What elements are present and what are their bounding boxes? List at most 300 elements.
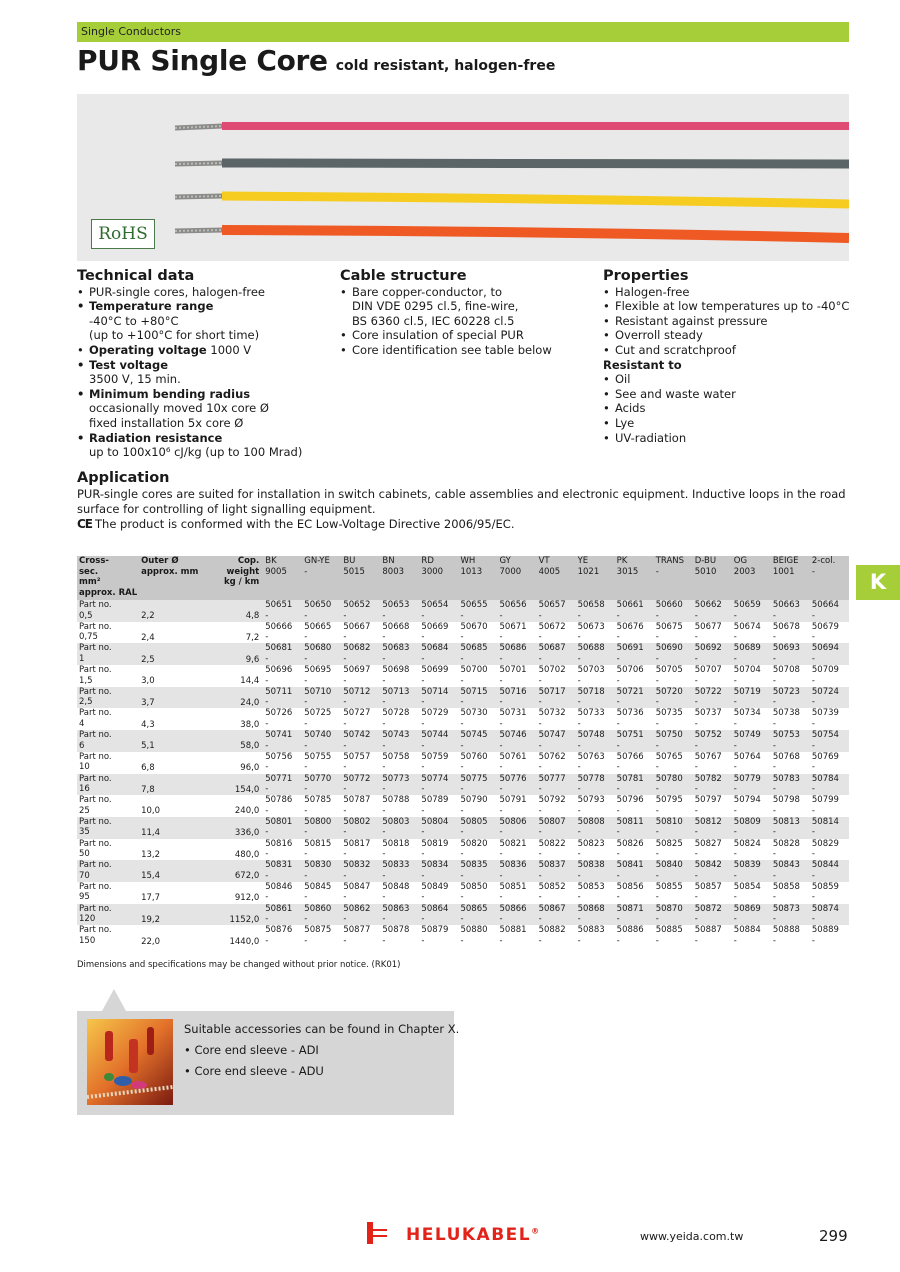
- part-number-cell: 50882 -: [538, 925, 566, 946]
- resistant-item: • UV-radiation: [603, 431, 849, 446]
- property-item: • Cut and scratchproof: [603, 343, 849, 358]
- part-number-cell: 50692 -: [694, 643, 722, 664]
- part-number-cell: 50795 -: [655, 795, 683, 816]
- part-number-table: [77, 556, 849, 947]
- tech-item: • Test voltage: [77, 358, 302, 373]
- part-number-cell: 50840 -: [655, 860, 683, 881]
- table-row: [77, 817, 849, 839]
- copper-weight-cell: 9,6: [245, 654, 260, 665]
- resistant-heading: Resistant to: [603, 357, 682, 372]
- part-number-cell: 50876 -: [265, 925, 293, 946]
- part-number-cell: 50703 -: [577, 665, 605, 686]
- part-number-cell: 50851 -: [499, 881, 527, 903]
- application-text: PUR-single cores are suited for installation in switch cabinets, cable assemblies and electronic equipment. Inductive loops in the road surface for controlling of light signalling equipment.: [77, 487, 846, 516]
- table-row: [77, 795, 849, 817]
- page-number: 299: [819, 1227, 848, 1245]
- outer-diameter-cell: 5,1: [141, 741, 155, 752]
- part-number-cell: 50884 -: [733, 925, 761, 946]
- cable-structure-section: [340, 269, 552, 358]
- outer-diameter-cell: 2,5: [141, 654, 155, 665]
- part-number-cell: 50716 -: [499, 686, 527, 708]
- table-row: [77, 882, 849, 904]
- part-number-cell: 50743 -: [382, 730, 410, 751]
- part-number-cell: 50761 -: [499, 751, 527, 773]
- part-number-cell: 50651 -: [265, 600, 293, 621]
- part-number-cell: 50650 -: [304, 600, 332, 621]
- part-number-cell: 50842 -: [694, 860, 722, 881]
- cross-section-cell: Part no. 35: [79, 816, 112, 838]
- part-number-cell: 50747 -: [538, 730, 566, 751]
- part-number-cell: 50752 -: [694, 730, 722, 751]
- part-number-cell: 50888 -: [772, 925, 800, 946]
- part-number-cell: 50877 -: [343, 925, 371, 946]
- copper-weight-cell: 24,0: [240, 697, 260, 708]
- part-number-cell: 50819 -: [421, 838, 449, 860]
- cross-section-cell: Part no. 16: [79, 773, 112, 794]
- property-item: • Overroll steady: [603, 328, 849, 343]
- part-number-cell: 50702 -: [538, 665, 566, 686]
- part-number-cell: 50836 -: [499, 860, 527, 881]
- cross-section-cell: Part no. 70: [79, 860, 112, 881]
- part-number-cell: 50654 -: [421, 600, 449, 621]
- part-number-cell: 50782 -: [694, 773, 722, 794]
- part-number-cell: 50789 -: [421, 795, 449, 816]
- part-number-cell: 50797 -: [694, 795, 722, 816]
- header-color-13: BEIGE 1001: [772, 556, 799, 577]
- part-number-cell: 50740 -: [304, 730, 332, 751]
- part-number-cell: 50816 -: [265, 838, 293, 860]
- part-number-cell: 50697 -: [343, 665, 371, 686]
- copper-weight-cell: 1440,0: [229, 936, 260, 947]
- part-number-cell: 50874 -: [811, 903, 839, 925]
- table-body: [77, 600, 849, 947]
- header-color-0: BK 9005: [265, 556, 287, 577]
- header-copper-weight: Cop. weight kg / km: [223, 556, 260, 587]
- part-number-cell: 50863 -: [382, 903, 410, 925]
- application-text-block: [77, 487, 849, 532]
- part-number-cell: 50763 -: [577, 751, 605, 773]
- part-number-cell: 50744 -: [421, 730, 449, 751]
- part-number-cell: 50771 -: [265, 773, 293, 794]
- part-number-cell: 50880 -: [460, 925, 488, 946]
- header-color-2: BU 5015: [343, 556, 365, 577]
- part-number-cell: 50669 -: [421, 621, 449, 643]
- part-number-cell: 50785 -: [304, 795, 332, 816]
- tech-item: occasionally moved 10x core Ø: [89, 401, 269, 416]
- part-number-cell: 50670 -: [460, 621, 488, 643]
- part-number-cell: 50800 -: [304, 816, 332, 838]
- cross-section-cell: Part no. 6: [79, 730, 112, 751]
- title-text: PUR Single Core: [77, 44, 328, 77]
- part-number-cell: 50852 -: [538, 881, 566, 903]
- structure-item: BS 6360 cl.5, IEC 60228 cl.5: [352, 313, 515, 328]
- part-number-cell: 50796 -: [616, 795, 644, 816]
- part-number-cell: 50655 -: [460, 600, 488, 621]
- part-number-cell: 50674 -: [733, 621, 761, 643]
- copper-weight-cell: 672,0: [234, 871, 260, 882]
- part-number-cell: 50881 -: [499, 925, 527, 946]
- part-number-cell: 50746 -: [499, 730, 527, 751]
- part-number-cell: 50699 -: [421, 665, 449, 686]
- part-number-cell: 50672 -: [538, 621, 566, 643]
- part-number-cell: 50710 -: [304, 686, 332, 708]
- part-number-cell: 50779 -: [733, 773, 761, 794]
- part-number-cell: 50794 -: [733, 795, 761, 816]
- part-number-cell: 50720 -: [655, 686, 683, 708]
- part-number-cell: 50737 -: [694, 708, 722, 729]
- part-number-cell: 50855 -: [655, 881, 683, 903]
- part-number-cell: 50704 -: [733, 665, 761, 686]
- outer-diameter-cell: 2,2: [141, 611, 155, 622]
- part-number-cell: 50859 -: [811, 881, 839, 903]
- cable-2: [175, 163, 849, 164]
- header-color-8: YE 1021: [577, 556, 600, 577]
- part-number-cell: 50765 -: [655, 751, 683, 773]
- accessories-intro: Suitable accessories can be found in Chapter X.: [184, 1022, 460, 1036]
- structure-item: • Bare copper-conductor, to: [340, 285, 552, 300]
- part-number-cell: 50857 -: [694, 881, 722, 903]
- part-number-cell: 50745 -: [460, 730, 488, 751]
- property-item: • Flexible at low temperatures up to -40°C: [603, 299, 849, 314]
- part-number-cell: 50813 -: [772, 816, 800, 838]
- part-number-cell: 50698 -: [382, 665, 410, 686]
- part-number-cell: 50678 -: [772, 621, 800, 643]
- copper-weight-cell: 1152,0: [229, 914, 260, 925]
- cable-4: [175, 230, 849, 238]
- part-number-cell: 50879 -: [421, 925, 449, 946]
- header-color-7: VT 4005: [538, 556, 561, 577]
- part-number-cell: 50700 -: [460, 665, 488, 686]
- copper-weight-cell: 480,0: [234, 849, 260, 860]
- part-number-cell: 50653 -: [382, 600, 410, 621]
- part-number-cell: 50668 -: [382, 621, 410, 643]
- part-number-cell: 50886 -: [616, 925, 644, 946]
- part-number-cell: 50875 -: [304, 925, 332, 946]
- part-number-cell: 50727 -: [343, 708, 371, 729]
- part-number-cell: 50750 -: [655, 730, 683, 751]
- part-number-cell: 50667 -: [343, 621, 371, 643]
- tech-item: (up to +100°C for short time): [89, 328, 260, 343]
- part-number-cell: 50709 -: [811, 665, 839, 686]
- technical-data-section: [77, 269, 302, 460]
- part-number-cell: 50748 -: [577, 730, 605, 751]
- part-number-cell: 50690 -: [655, 643, 683, 664]
- part-number-cell: 50838 -: [577, 860, 605, 881]
- part-number-cell: 50701 -: [499, 665, 527, 686]
- table-row: [77, 687, 849, 709]
- outer-diameter-cell: 7,8: [141, 784, 155, 795]
- properties-section: [603, 269, 849, 445]
- part-number-cell: 50673 -: [577, 621, 605, 643]
- part-number-cell: 50870 -: [655, 903, 683, 925]
- part-number-cell: 50736 -: [616, 708, 644, 729]
- part-number-cell: 50719 -: [733, 686, 761, 708]
- header-color-10: TRANS -: [655, 556, 685, 577]
- part-number-cell: 50758 -: [382, 751, 410, 773]
- part-number-cell: 50731 -: [499, 708, 527, 729]
- table-row: [77, 752, 849, 774]
- part-number-cell: 50849 -: [421, 881, 449, 903]
- part-number-cell: 50723 -: [772, 686, 800, 708]
- part-number-cell: 50811 -: [616, 816, 644, 838]
- part-number-cell: 50772 -: [343, 773, 371, 794]
- part-number-cell: 50713 -: [382, 686, 410, 708]
- brand-name: [406, 1225, 541, 1245]
- part-number-cell: 50657 -: [538, 600, 566, 621]
- part-number-cell: 50683 -: [382, 643, 410, 664]
- part-number-cell: 50829 -: [811, 838, 839, 860]
- part-number-cell: 50693 -: [772, 643, 800, 664]
- part-number-cell: 50754 -: [811, 730, 839, 751]
- part-number-cell: 50691 -: [616, 643, 644, 664]
- part-number-cell: 50846 -: [265, 881, 293, 903]
- tech-item: fixed installation 5x core Ø: [89, 415, 244, 430]
- part-number-cell: 50868 -: [577, 903, 605, 925]
- part-number-cell: 50850 -: [460, 881, 488, 903]
- footer-url[interactable]: www.yeida.com.tw: [640, 1230, 744, 1243]
- tech-item: up to 100x10⁶ cJ/kg (up to 100 Mrad): [89, 445, 303, 460]
- part-number-cell: 50764 -: [733, 751, 761, 773]
- part-number-cell: 50712 -: [343, 686, 371, 708]
- part-number-cell: 50799 -: [811, 795, 839, 816]
- part-number-cell: 50689 -: [733, 643, 761, 664]
- header-color-6: GY 7000: [499, 556, 522, 577]
- cross-section-cell: Part no. 50: [79, 838, 112, 860]
- part-number-cell: 50790 -: [460, 795, 488, 816]
- part-number-cell: 50814 -: [811, 816, 839, 838]
- table-row: [77, 925, 849, 947]
- part-number-cell: 50661 -: [616, 600, 644, 621]
- part-number-cell: 50832 -: [343, 860, 371, 881]
- part-number-cell: 50679 -: [811, 621, 839, 643]
- tech-item-label: Operating voltage: [89, 342, 207, 357]
- part-number-cell: 50766 -: [616, 751, 644, 773]
- technical-data-heading: Technical data: [77, 268, 195, 284]
- part-number-cell: 50735 -: [655, 708, 683, 729]
- copper-weight-cell: 58,0: [240, 741, 260, 752]
- resistant-item: • Acids: [603, 401, 849, 416]
- part-number-cell: 50804 -: [421, 816, 449, 838]
- part-number-cell: 50823 -: [577, 838, 605, 860]
- cross-section-cell: Part no. 0,5: [79, 600, 112, 621]
- part-number-cell: 50865 -: [460, 903, 488, 925]
- part-number-cell: 50755 -: [304, 751, 332, 773]
- cross-section-cell: Part no. 95: [79, 881, 112, 903]
- copper-weight-cell: 96,0: [240, 763, 260, 773]
- part-number-cell: 50781 -: [616, 773, 644, 794]
- outer-diameter-cell: 13,2: [141, 849, 161, 860]
- part-number-cell: 50718 -: [577, 686, 605, 708]
- part-number-cell: 50714 -: [421, 686, 449, 708]
- part-number-cell: 50733 -: [577, 708, 605, 729]
- part-number-cell: 50685 -: [460, 643, 488, 664]
- callout-pointer: [102, 989, 126, 1011]
- part-number-cell: 50696 -: [265, 665, 293, 686]
- table-row: [77, 774, 849, 796]
- header-outer-diameter: Outer Ø approx. mm: [141, 556, 199, 577]
- part-number-cell: 50705 -: [655, 665, 683, 686]
- tech-item-value: 1000 V: [206, 342, 252, 357]
- part-number-cell: 50803 -: [382, 816, 410, 838]
- cross-section-cell: Part no. 25: [79, 795, 112, 816]
- cross-section-cell: Part no. 120: [79, 903, 112, 925]
- part-number-cell: 50847 -: [343, 881, 371, 903]
- part-number-cell: 50664 -: [811, 600, 839, 621]
- cross-section-cell: Part no. 4: [79, 708, 112, 729]
- part-number-cell: 50721 -: [616, 686, 644, 708]
- part-number-cell: 50887 -: [694, 925, 722, 946]
- outer-diameter-cell: 17,7: [141, 893, 161, 904]
- table-row: [77, 904, 849, 926]
- table-row: [77, 600, 849, 622]
- copper-weight-cell: 4,8: [245, 611, 260, 622]
- part-number-cell: 50872 -: [694, 903, 722, 925]
- disclaimer-note: Dimensions and specifications may be changed without prior notice. (RK01): [77, 960, 401, 970]
- header-color-11: D-BU 5010: [694, 556, 717, 577]
- part-number-cell: 50739 -: [811, 708, 839, 729]
- part-number-cell: 50680 -: [304, 643, 332, 664]
- header-color-9: PK 3015: [616, 556, 639, 577]
- part-number-cell: 50824 -: [733, 838, 761, 860]
- part-number-cell: 50777 -: [538, 773, 566, 794]
- part-number-cell: 50827 -: [694, 838, 722, 860]
- part-number-cell: 50867 -: [538, 903, 566, 925]
- part-number-cell: 50767 -: [694, 751, 722, 773]
- part-number-cell: 50810 -: [655, 816, 683, 838]
- copper-weight-cell: 38,0: [240, 719, 260, 730]
- part-number-cell: 50666 -: [265, 621, 293, 643]
- header-color-3: BN 8003: [382, 556, 405, 577]
- part-number-cell: 50835 -: [460, 860, 488, 881]
- part-number-cell: 50802 -: [343, 816, 371, 838]
- accessory-item-adu: • Core end sleeve - ADU: [184, 1064, 324, 1078]
- copper-weight-cell: 7,2: [245, 632, 260, 643]
- table-row: [77, 730, 849, 752]
- header-cross-section: Cross- sec. mm² approx. RAL: [79, 556, 138, 598]
- table-row: [77, 860, 849, 882]
- part-number-cell: 50778 -: [577, 773, 605, 794]
- table-row: [77, 708, 849, 730]
- helukabel-logo-icon: [367, 1222, 387, 1248]
- table-row: [77, 622, 849, 644]
- part-number-cell: 50883 -: [577, 925, 605, 946]
- part-number-cell: 50770 -: [304, 773, 332, 794]
- part-number-cell: 50869 -: [733, 903, 761, 925]
- registered-mark: ®: [531, 1226, 541, 1236]
- part-number-cell: 50682 -: [343, 643, 371, 664]
- part-number-cell: 50878 -: [382, 925, 410, 946]
- resistant-item: • Oil: [603, 372, 849, 387]
- part-number-cell: 50801 -: [265, 816, 293, 838]
- part-number-cell: 50660 -: [655, 600, 683, 621]
- property-item: • Resistant against pressure: [603, 314, 849, 329]
- part-number-cell: 50775 -: [460, 773, 488, 794]
- part-number-cell: 50741 -: [265, 730, 293, 751]
- part-number-cell: 50742 -: [343, 730, 371, 751]
- copper-weight-cell: 14,4: [240, 676, 260, 687]
- part-number-cell: 50807 -: [538, 816, 566, 838]
- part-number-cell: 50722 -: [694, 686, 722, 708]
- outer-diameter-cell: 2,4: [141, 632, 155, 643]
- header-color-1: GN-YE -: [304, 556, 330, 577]
- part-number-cell: 50864 -: [421, 903, 449, 925]
- part-number-cell: 50734 -: [733, 708, 761, 729]
- part-number-cell: 50776 -: [499, 773, 527, 794]
- part-number-cell: 50787 -: [343, 795, 371, 816]
- part-number-cell: 50751 -: [616, 730, 644, 751]
- part-number-cell: 50773 -: [382, 773, 410, 794]
- chapter-tab[interactable]: K: [856, 565, 900, 600]
- header-color-12: OG 2003: [733, 556, 756, 577]
- copper-weight-cell: 154,0: [234, 784, 260, 795]
- part-number-cell: 50831 -: [265, 860, 293, 881]
- part-number-cell: 50889 -: [811, 925, 839, 946]
- part-number-cell: 50825 -: [655, 838, 683, 860]
- page-title: [77, 44, 555, 77]
- category-bar: Single Conductors: [77, 22, 849, 42]
- structure-item: • Core insulation of special PUR: [340, 328, 552, 343]
- part-number-cell: 50756 -: [265, 751, 293, 773]
- cross-section-cell: Part no. 10: [79, 751, 112, 773]
- part-number-cell: 50818 -: [382, 838, 410, 860]
- cable-3: [175, 196, 849, 204]
- cross-section-cell: Part no. 1,5: [79, 665, 112, 686]
- table-row: [77, 839, 849, 861]
- part-number-cell: 50725 -: [304, 708, 332, 729]
- properties-heading: Properties: [603, 268, 689, 284]
- cables-illustration: [77, 94, 849, 261]
- part-number-cell: 50862 -: [343, 903, 371, 925]
- part-number-cell: 50681 -: [265, 643, 293, 664]
- cross-section-cell: Part no. 150: [79, 925, 112, 946]
- outer-diameter-cell: 11,4: [141, 828, 161, 839]
- part-number-cell: 50659 -: [733, 600, 761, 621]
- part-number-cell: 50839 -: [733, 860, 761, 881]
- part-number-cell: 50793 -: [577, 795, 605, 816]
- outer-diameter-cell: 19,2: [141, 914, 161, 925]
- part-number-cell: 50687 -: [538, 643, 566, 664]
- part-number-cell: 50833 -: [382, 860, 410, 881]
- outer-diameter-cell: 10,0: [141, 806, 161, 817]
- part-number-cell: 50658 -: [577, 600, 605, 621]
- part-number-cell: 50686 -: [499, 643, 527, 664]
- part-number-cell: 50848 -: [382, 881, 410, 903]
- tech-item: • Radiation resistance: [77, 431, 302, 446]
- part-number-cell: 50784 -: [811, 773, 839, 794]
- tech-item: • Temperature range: [77, 299, 302, 314]
- copper-weight-cell: 912,0: [234, 893, 260, 904]
- part-number-cell: 50788 -: [382, 795, 410, 816]
- part-number-cell: 50885 -: [655, 925, 683, 946]
- ce-text: The product is conformed with the EC Low-Voltage Directive 2006/95/EC.: [95, 517, 515, 531]
- application-heading: Application: [77, 470, 170, 486]
- part-number-cell: 50841 -: [616, 860, 644, 881]
- part-number-cell: 50730 -: [460, 708, 488, 729]
- brand-text: HELUKABEL: [406, 1225, 532, 1245]
- part-number-cell: 50675 -: [655, 621, 683, 643]
- cross-section-cell: Part no. 2,5: [79, 686, 112, 708]
- outer-diameter-cell: 6,8: [141, 763, 155, 773]
- part-number-cell: 50769 -: [811, 751, 839, 773]
- part-number-cell: 50662 -: [694, 600, 722, 621]
- part-number-cell: 50837 -: [538, 860, 566, 881]
- part-number-cell: 50706 -: [616, 665, 644, 686]
- part-number-cell: 50806 -: [499, 816, 527, 838]
- part-number-cell: 50854 -: [733, 881, 761, 903]
- accessory-item-adi: • Core end sleeve - ADI: [184, 1043, 319, 1057]
- part-number-cell: 50749 -: [733, 730, 761, 751]
- table-row: [77, 643, 849, 665]
